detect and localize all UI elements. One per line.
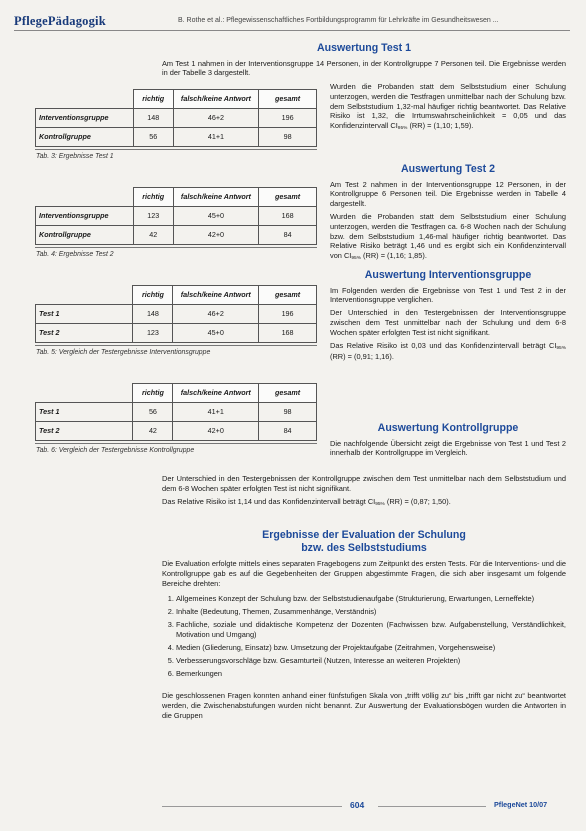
list-item: 4. Medien (Gliederung, Einsatz) bzw. Umsetzung der Projektaufgabe (Zeitrahmen, Vorgehensweise) [176,643,566,653]
table-3-caption: Tab. 3: Ergebnisse Test 1 [35,149,317,161]
row-label: Test 2 [36,422,133,441]
control-p2: Der Unterschied in den Testergebnissen der Kontrollgruppe zwischen dem Test unmittelbar nach dem Selbststudium und dem 6-8 Wochen später erfolgten Test ist nicht signifikant. [162,474,566,493]
section-test1-head [162,42,566,78]
section-title-control: Auswertung Kontrollgruppe [377,422,519,434]
cell-gesamt: 168 [259,207,317,226]
list-item: 2. Inhalte (Bedeutung, Themen, Zusammenhänge, Verständnis) [176,607,566,617]
section-title-evaluation-2: bzw. des Selbststudiums [301,541,427,554]
control-p1: Die nachfolgende Übersicht zeigt die Ergebnisse von Test 1 und Test 2 innerhalb der Kontrollgruppe im Vergleich. [330,438,566,458]
list-item: 3. Fachliche, soziale und didaktische Kompetenz der Dozenten (Fachwissen bzw. Aufgabenstellung, Verständlichkeit, Motivation und Umgang) [176,620,566,640]
col-falsch: falsch/keine Antwort [173,90,259,109]
cell-falsch: 46+2 [173,305,259,324]
table-row [36,207,317,226]
cell-richtig: 123 [133,324,173,343]
col-gesamt: gesamt [259,90,317,109]
row-label: Interventionsgruppe [36,207,134,226]
col-gesamt: gesamt [259,188,317,207]
header-divider [14,30,570,31]
intervention-p3: Das Relative Risiko ist 0,03 und das Konfidenzintervall beträgt $CI_{95\%}$ (RR) = (0,91; 1,16). [330,340,566,361]
table-6-caption: Tab. 6: Vergleich der Testergebnisse Kontrollgruppe [35,443,317,455]
table-corner [36,90,134,109]
cell-gesamt: 196 [259,305,317,324]
table-header-row [36,286,317,305]
cell-richtig: 56 [133,128,173,147]
col-gesamt: gesamt [259,286,317,305]
table-5 [35,285,317,357]
section-control [330,422,566,458]
table-row [36,305,317,324]
section-title-evaluation-1: Ergebnisse der Evaluation der Schulung [262,529,466,541]
cell-richtig: 42 [133,422,173,441]
table-row [36,422,317,441]
test2-result-text: Wurden die Probanden statt dem Selbststudium einer Schulung unterzogen, werden die Testfragen ca. 6-8 Wochen nach der Schulung bzw. dem Selbststudium 1,46-mal häufiger richtig beantwortet. Das Relative Risiko beträgt 1,46 und es ergibt sich ein Konfidenzintervall von $CI_{95\%}$ (RR) = (1,16; 1,85). [330,212,566,262]
row-label: Test 1 [36,305,133,324]
evaluation-closing: Die geschlossenen Fragen konnten anhand einer fünfstufigen Skala von „trifft völlig zu“ bis „trifft gar nicht zu“ beantwortet werden, die Zwischenabstufungen wurden nicht benannt. Zur Auswertung der Evaluationsbögen wurden die Antworten in die Gruppen [162,691,566,720]
row-label: Kontrollgruppe [36,226,134,245]
footer-rule-left [162,806,342,807]
page-number: 604 [350,800,365,810]
list-item: 5. Verbesserungsvorschläge bzw. Gesamturteil (Nutzen, Interesse an weiteren Projekten) [176,656,566,666]
cell-gesamt: 84 [259,422,317,441]
control-conclusion [162,474,566,508]
evaluation-list [162,594,566,679]
intervention-p1: Im Folgenden werden die Ergebnisse von Test 1 und Test 2 in der Interventionsgruppe verglichen. [330,285,566,305]
intervention-p2: Der Unterschied in den Testergebnissen der Interventionsgruppe zwischen dem Test unmittelbar nach der Schulung und dem 6-8 Wochen später erfolgten Test ist nicht signifikant. [330,308,566,337]
journal-logo: PflegePädagogik [14,14,106,28]
section-title-test2: Auswertung Test 2 [401,163,495,175]
col-richtig: richtig [133,286,173,305]
cell-falsch: 46+2 [173,109,259,128]
col-richtig: richtig [133,188,173,207]
cell-falsch: 45+0 [173,207,259,226]
table-header-row [36,90,317,109]
test1-intro: Am Test 1 nahmen in der Interventionsgruppe 14 Personen, in der Kontrollgruppe 7 Personen teil. Die Ergebnisse werden in der Tabelle 3 dargestellt. [162,58,566,78]
col-falsch: falsch/keine Antwort [173,384,259,403]
cell-gesamt: 168 [259,324,317,343]
cell-richtig: 123 [133,207,173,226]
cell-falsch: 45+0 [173,324,259,343]
table-4-caption: Tab. 4: Ergebnisse Test 2 [35,247,317,259]
cell-falsch: 41+1 [173,403,259,422]
section-intervention [330,269,566,362]
table-header-row [36,188,317,207]
row-label: Interventionsgruppe [36,109,134,128]
col-richtig: richtig [133,384,173,403]
table-row [36,128,317,147]
table-row [36,109,317,128]
test2-intro: Am Test 2 nahmen in der Interventionsgruppe 12 Personen, in der Kontrollgruppe 6 Personen teil. Die Ergebnisse werden in Tabelle 4 dargestellt. [330,179,566,209]
running-header: B. Rothe et al.: Pflegewissenschaftliches Fortbildungsprogramm für Lehrkräfte im Gesundheitswesen ... [178,17,499,24]
test1-result-text: Wurden die Probanden statt dem Selbststudium einer Schulung unterzogen, werden die Testfragen unmittelbar nach der Schulung bzw. dem Selbststudium 1,32-mal häufiger richtig beantwortet. Das Relative Risiko ist 1,32, die Irrtumswahrscheinlichkeit = 0,05 und das Konfidenzintervall $CI_{95\%}$ (RR) = (1,10; 1,59). [330,82,566,132]
section-evaluation [162,529,566,720]
table-row [36,403,317,422]
row-label: Test 2 [36,324,133,343]
row-label: Test 1 [36,403,133,422]
row-label: Kontrollgruppe [36,128,134,147]
list-item: 1. Allgemeines Konzept der Schulung bzw. der Selbststudienaufgabe (Strukturierung, Erwartungen, Lerneffekte) [176,594,566,604]
cell-richtig: 148 [133,305,173,324]
table-3 [35,89,317,161]
col-falsch: falsch/keine Antwort [173,188,259,207]
footer-rule-right [378,806,486,807]
cell-richtig: 148 [133,109,173,128]
cell-falsch: 42+0 [173,226,259,245]
test1-result [330,82,566,132]
table-6 [35,383,317,455]
table-row [36,324,317,343]
footer-journal: PflegeNet 10/07 [494,800,548,809]
col-falsch: falsch/keine Antwort [173,286,259,305]
cell-gesamt: 84 [259,226,317,245]
section-title-test1: Auswertung Test 1 [317,42,411,54]
cell-falsch: 41+1 [173,128,259,147]
table-4 [35,187,317,259]
cell-richtig: 56 [133,403,173,422]
table-row [36,226,317,245]
evaluation-intro: Die Evaluation erfolgte mittels eines separaten Fragebogens zum Zeitpunkt des ersten Tests. Für die Interventions- und die Kontrollgruppe gab es auf die Gegebenheiten der Gruppen abgestimmte Fragen, die sich aber insgesamt um folgende Bereiche drehten: [162,559,566,588]
list-item: 6. Bemerkungen [176,669,566,679]
col-gesamt: gesamt [259,384,317,403]
cell-gesamt: 196 [259,109,317,128]
table-header-row [36,384,317,403]
cell-richtig: 42 [133,226,173,245]
cell-gesamt: 98 [259,403,317,422]
cell-falsch: 42+0 [173,422,259,441]
col-richtig: richtig [133,90,173,109]
control-p3: Das Relative Risiko ist 1,14 und das Konfidenzintervall beträgt $CI_{95\%}$ (RR) = (0,87; 1,50). [162,496,451,507]
table-5-caption: Tab. 5: Vergleich der Testergebnisse Interventionsgruppe [35,345,317,357]
cell-gesamt: 98 [259,128,317,147]
section-test2 [330,163,566,262]
section-title-intervention: Auswertung Interventionsgruppe [364,269,532,281]
